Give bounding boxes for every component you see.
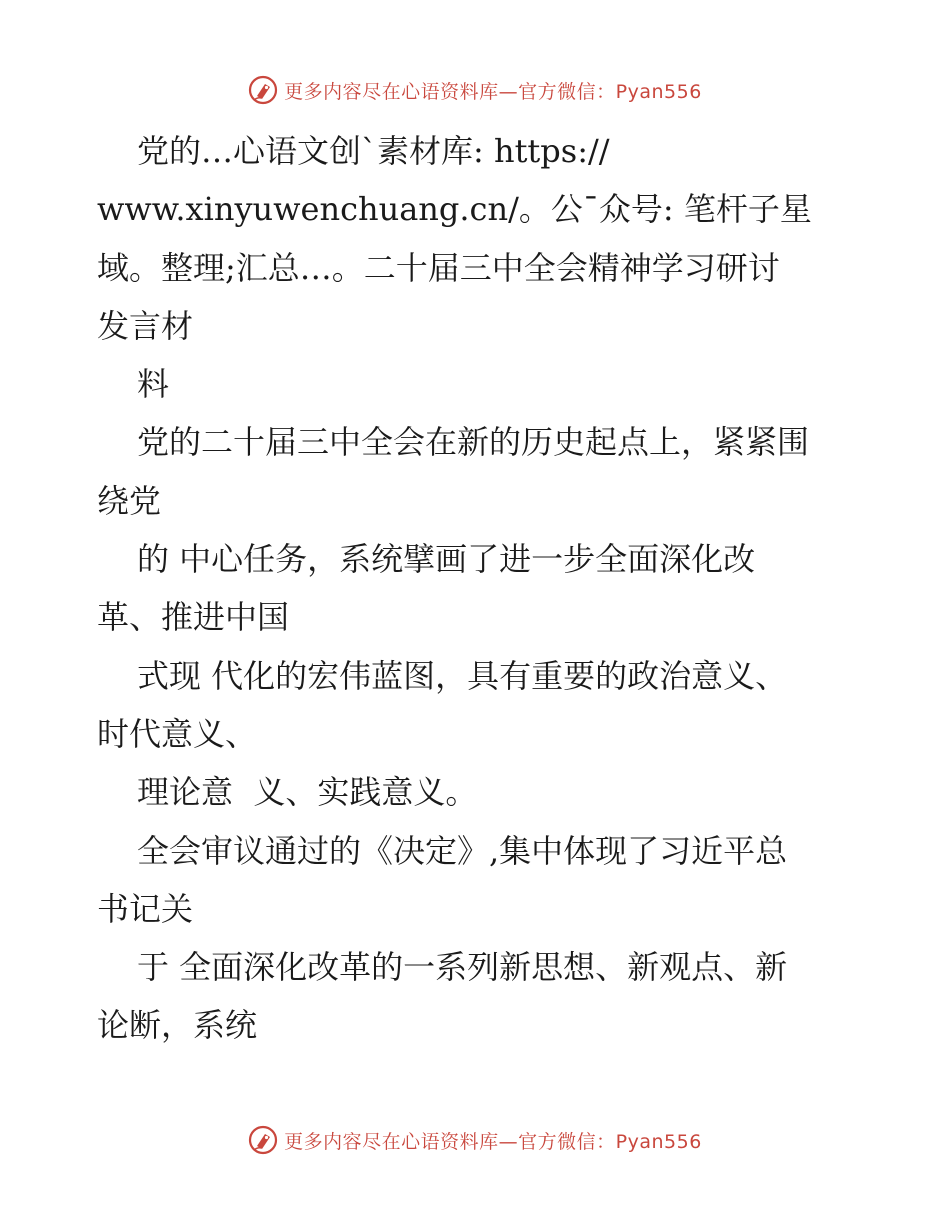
text-line: 书记关 <box>97 889 194 928</box>
document-body <box>97 122 857 1055</box>
footer-banner <box>0 1120 950 1160</box>
text-line: 域。整理;汇总…。二十届三中全会精神学习研讨 <box>97 248 780 287</box>
text-line: 全会审议通过的《决定》,集中体现了习近平总 <box>137 831 788 870</box>
header-banner <box>0 70 950 110</box>
text-line: 党的…心语文创`素材库: https:// <box>137 132 610 170</box>
text-line: 革、推进中国 <box>97 598 290 637</box>
text-line: 绕党 <box>97 481 162 520</box>
text-line: 式现 代化的宏伟蓝图，具有重要的政治意义、 <box>137 656 788 695</box>
text-line: www.xinyuwenchuang.cn/。公¯众号: 笔杆子星 <box>97 190 812 229</box>
header-banner-text: 更多内容尽在心语资料库—官方微信：Pyan556 <box>284 80 702 103</box>
pen-nib-logo-icon <box>248 1125 278 1155</box>
text-line: 料 <box>137 365 170 404</box>
text-line: 论断，系统 <box>97 1006 258 1045</box>
footer-banner-text: 更多内容尽在心语资料库—官方微信：Pyan556 <box>284 1130 702 1153</box>
pen-nib-logo-icon <box>248 75 278 105</box>
text-line: 于 全面深化改革的一系列新思想、新观点、新 <box>137 948 788 987</box>
text-line: 发言材 <box>97 306 194 345</box>
text-line: 党的二十届三中全会在新的历史起点上，紧紧围 <box>137 423 810 462</box>
text-line: 理论意 义、实践意义。 <box>137 773 478 812</box>
text-line: 的 中心任务，系统擘画了进一步全面深化改 <box>137 540 756 579</box>
text-line: 时代意义、 <box>97 714 258 753</box>
